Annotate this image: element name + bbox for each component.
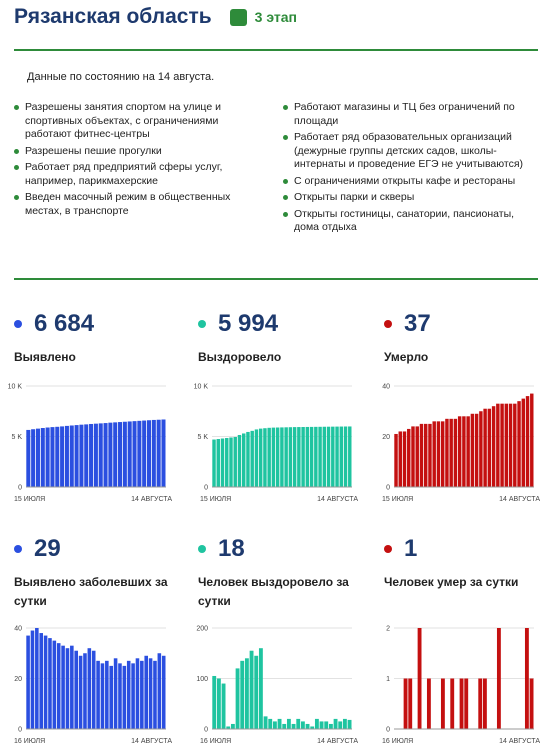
bar [278, 719, 282, 729]
stat-block [198, 310, 358, 367]
bar [407, 429, 410, 487]
bar [293, 427, 296, 487]
bar [466, 416, 469, 487]
bar [240, 661, 244, 729]
bar [137, 421, 141, 487]
bar [471, 414, 474, 487]
bar [105, 661, 109, 729]
bar [306, 724, 310, 729]
y-tick-label: 20 [14, 676, 22, 683]
bar [66, 648, 70, 729]
y-tick-label: 0 [386, 726, 390, 734]
bar [441, 421, 444, 487]
bar [158, 653, 162, 729]
bar [109, 666, 113, 729]
bar [282, 724, 286, 729]
bar [263, 428, 266, 487]
bar [70, 646, 74, 729]
divider-top [14, 49, 538, 51]
series-dot-icon [198, 545, 206, 553]
bar-chart [4, 380, 174, 505]
bar [212, 440, 215, 487]
bar [60, 426, 64, 487]
bar [157, 420, 161, 487]
bar [225, 438, 228, 487]
bar [31, 631, 35, 729]
restriction-item: Открыты гостиницы, санатории, пансионаты, дома отдыха [283, 208, 533, 235]
bar [44, 636, 48, 729]
bar [268, 719, 272, 729]
bar [55, 427, 59, 487]
bar [35, 628, 39, 729]
x-tick-label: 15 ИЮЛЯ [14, 496, 46, 503]
bar [236, 668, 240, 729]
restriction-item: Введен масочный режим в общественных местах, в транспорте [14, 191, 254, 218]
bar [238, 435, 241, 487]
bar [84, 424, 88, 487]
y-tick-label: 1 [386, 676, 390, 683]
bar [53, 641, 57, 729]
bar [229, 438, 232, 487]
bar [161, 419, 165, 487]
bar [420, 424, 423, 487]
y-tick-label: 10 K [193, 383, 208, 391]
y-tick-label: 0 [18, 726, 22, 734]
header [14, 4, 297, 30]
series-dot-icon [384, 320, 392, 328]
stat-label: Человек умер за сутки [384, 575, 519, 589]
bar [292, 724, 296, 729]
bar [408, 679, 412, 730]
stat-value: 1 [384, 535, 544, 563]
divider-middle [14, 278, 538, 280]
bar [70, 425, 74, 487]
bar [399, 431, 402, 487]
bar [483, 409, 486, 487]
bar [320, 721, 324, 729]
bar-chart [190, 380, 360, 505]
bar [101, 663, 105, 729]
bar [427, 679, 431, 730]
bar [404, 679, 408, 730]
bar [340, 427, 343, 487]
bar [222, 684, 226, 729]
bar [454, 419, 457, 487]
y-tick-label: 20 [382, 434, 390, 441]
bar [250, 431, 253, 487]
bar [212, 676, 216, 729]
x-tick-label: 15 ИЮЛЯ [382, 496, 414, 503]
bar [418, 628, 422, 729]
bar [432, 421, 435, 487]
bar [273, 721, 277, 729]
bar [65, 426, 69, 487]
bar [104, 423, 108, 487]
bar [460, 679, 464, 730]
bar [114, 658, 118, 729]
bar [50, 427, 54, 487]
bar [449, 419, 452, 487]
stat-block [384, 310, 544, 367]
restriction-item: Разрешены занятия спортом на улице и спортивных объектах, с ограничениями работают фитнес-центры [14, 101, 254, 142]
series-dot-icon [14, 320, 22, 328]
bar [123, 422, 127, 487]
x-tick-label: 14 АВГУСТА [131, 496, 172, 503]
bar [118, 422, 122, 487]
bar [272, 428, 275, 487]
bar [314, 427, 317, 487]
bar [118, 663, 122, 729]
bar-chart [372, 380, 542, 505]
stage-label: 3 этап [254, 9, 297, 25]
bar [348, 720, 352, 729]
bar [89, 424, 93, 487]
bar [428, 424, 431, 487]
bar [36, 429, 40, 487]
bar [140, 661, 144, 729]
x-tick-label: 14 АВГУСТА [131, 738, 172, 745]
stat-value: 29 [14, 535, 174, 563]
bar [416, 426, 419, 487]
bar [221, 439, 224, 487]
bar [301, 427, 304, 487]
bar [505, 404, 508, 487]
bar [464, 679, 468, 730]
bar [318, 427, 321, 487]
bar [280, 427, 283, 487]
stat-label: Выявлено [14, 350, 76, 364]
y-tick-label: 2 [386, 625, 390, 633]
bar [310, 427, 313, 487]
bar [255, 429, 258, 487]
bar [57, 643, 61, 729]
bar [437, 421, 440, 487]
restriction-item: Открыты парки и скверы [283, 191, 533, 205]
y-tick-label: 0 [386, 484, 390, 492]
y-tick-label: 200 [196, 625, 208, 633]
bar [323, 427, 326, 487]
bar [327, 427, 330, 487]
stat-block [14, 310, 174, 367]
bar [526, 396, 529, 487]
bar [450, 679, 454, 730]
bar [287, 719, 291, 729]
bar [246, 432, 249, 487]
bar [296, 719, 300, 729]
bar [152, 420, 156, 487]
bar [75, 425, 79, 487]
bar [61, 646, 65, 729]
bar [108, 423, 112, 487]
bar [500, 404, 503, 487]
stat-label: Выздоровело [198, 350, 282, 364]
bar [26, 636, 30, 729]
restriction-item: Работают магазины и ТЦ без ограничений по площади [283, 101, 533, 128]
y-tick-label: 0 [204, 726, 208, 734]
bar [88, 648, 92, 729]
bar-chart [4, 622, 174, 747]
bar [276, 428, 279, 487]
series-dot-icon [14, 545, 22, 553]
restriction-item: Работает ряд предприятий сферы услуг, например, парикмахерские [14, 161, 254, 188]
y-tick-label: 5 K [197, 434, 208, 441]
bar [394, 434, 397, 487]
bar [250, 651, 254, 729]
bar [254, 656, 258, 729]
y-tick-label: 0 [204, 484, 208, 492]
x-tick-label: 14 АВГУСТА [317, 738, 358, 745]
stage-color-square-icon [230, 9, 247, 26]
bar [83, 653, 87, 729]
bar [289, 427, 292, 487]
bar [153, 661, 157, 729]
bar [445, 419, 448, 487]
bar-chart [372, 622, 542, 747]
bar [46, 428, 50, 487]
bar [142, 421, 146, 487]
bar [217, 439, 220, 487]
bar [79, 656, 83, 729]
bar [242, 433, 245, 487]
x-tick-label: 15 ИЮЛЯ [200, 496, 232, 503]
stat-value: 37 [384, 310, 544, 338]
bar [483, 679, 487, 730]
bar [144, 656, 148, 729]
stat-block [14, 535, 174, 611]
bar [41, 428, 45, 487]
bar [329, 724, 333, 729]
bar [136, 658, 140, 729]
bar [403, 431, 406, 487]
bar [217, 679, 221, 730]
stat-label: Выявлено заболевших за сутки [14, 575, 168, 608]
bar [338, 721, 342, 729]
bar [234, 437, 237, 487]
bar [284, 427, 287, 487]
bar [128, 421, 132, 487]
bar [149, 658, 153, 729]
stat-value: 5 994 [198, 310, 358, 338]
bar [147, 420, 151, 487]
x-tick-label: 14 АВГУСТА [499, 496, 540, 503]
bar [513, 404, 516, 487]
bar [48, 638, 52, 729]
bar [530, 679, 534, 730]
stage-badge [230, 9, 297, 26]
bar [79, 425, 83, 487]
series-dot-icon [198, 320, 206, 328]
bar [231, 724, 235, 729]
stat-value: 6 684 [14, 310, 174, 338]
bar [113, 422, 117, 487]
bar [31, 429, 35, 487]
bar [334, 719, 338, 729]
bar [26, 430, 30, 487]
bar [496, 404, 499, 487]
y-tick-label: 40 [14, 625, 22, 633]
bar [99, 423, 103, 487]
bar [509, 404, 512, 487]
bar [162, 656, 166, 729]
y-tick-label: 0 [18, 484, 22, 492]
bar-chart [190, 622, 360, 747]
bar [343, 719, 347, 729]
bar [94, 424, 98, 487]
bar [492, 406, 495, 487]
bar [245, 658, 249, 729]
bar [127, 661, 131, 729]
stat-label: Умерло [384, 350, 429, 364]
y-tick-label: 100 [196, 676, 208, 683]
bar [96, 661, 100, 729]
bar [344, 427, 347, 487]
y-tick-label: 5 K [11, 434, 22, 441]
bar [331, 427, 334, 487]
bar [441, 679, 445, 730]
y-tick-label: 40 [382, 383, 390, 391]
x-tick-label: 14 АВГУСТА [317, 496, 358, 503]
bar [458, 416, 461, 487]
bar [301, 721, 305, 729]
bar [324, 721, 328, 729]
bar [306, 427, 309, 487]
bar [92, 651, 96, 729]
bar [525, 628, 529, 729]
bar [478, 679, 482, 730]
bar [39, 633, 43, 729]
x-tick-label: 16 ИЮЛЯ [200, 738, 232, 745]
bar [517, 401, 520, 487]
restriction-item: С ограничениями открыты кафе и рестораны [283, 175, 533, 189]
restriction-item: Разрешены пешие прогулки [14, 145, 254, 159]
bar [348, 426, 351, 487]
bar [315, 719, 319, 729]
bar [133, 421, 137, 487]
bar [522, 399, 525, 487]
bar [411, 426, 414, 487]
restrictions-right-list [283, 101, 533, 238]
stat-label: Человек выздоровело за сутки [198, 575, 349, 608]
bar [264, 716, 268, 729]
y-tick-label: 10 K [7, 383, 22, 391]
stat-block [384, 535, 544, 592]
x-tick-label: 14 АВГУСТА [499, 738, 540, 745]
bar [267, 428, 270, 487]
stat-block [198, 535, 358, 611]
series-dot-icon [384, 545, 392, 553]
bar [74, 651, 78, 729]
bar [462, 416, 465, 487]
bar [131, 663, 135, 729]
bar [497, 628, 501, 729]
bar [335, 427, 338, 487]
bar [259, 429, 262, 487]
date-note: Данные по состоянию на 14 августа. [27, 71, 215, 83]
bar [259, 648, 263, 729]
stat-value: 18 [198, 535, 358, 563]
bar [424, 424, 427, 487]
restriction-item: Работает ряд образовательных организаций (дежурные группы детских садов, школы-интернаты и проведение ЕГЭ не учитываются) [283, 131, 533, 172]
bar [530, 394, 533, 487]
bar [123, 666, 127, 729]
restrictions-left-list [14, 101, 254, 221]
region-title: Рязанская область [14, 5, 212, 28]
x-tick-label: 16 ИЮЛЯ [382, 738, 414, 745]
bar [297, 427, 300, 487]
bar [479, 411, 482, 487]
bar [475, 414, 478, 487]
bar [488, 409, 491, 487]
x-tick-label: 16 ИЮЛЯ [14, 738, 46, 745]
